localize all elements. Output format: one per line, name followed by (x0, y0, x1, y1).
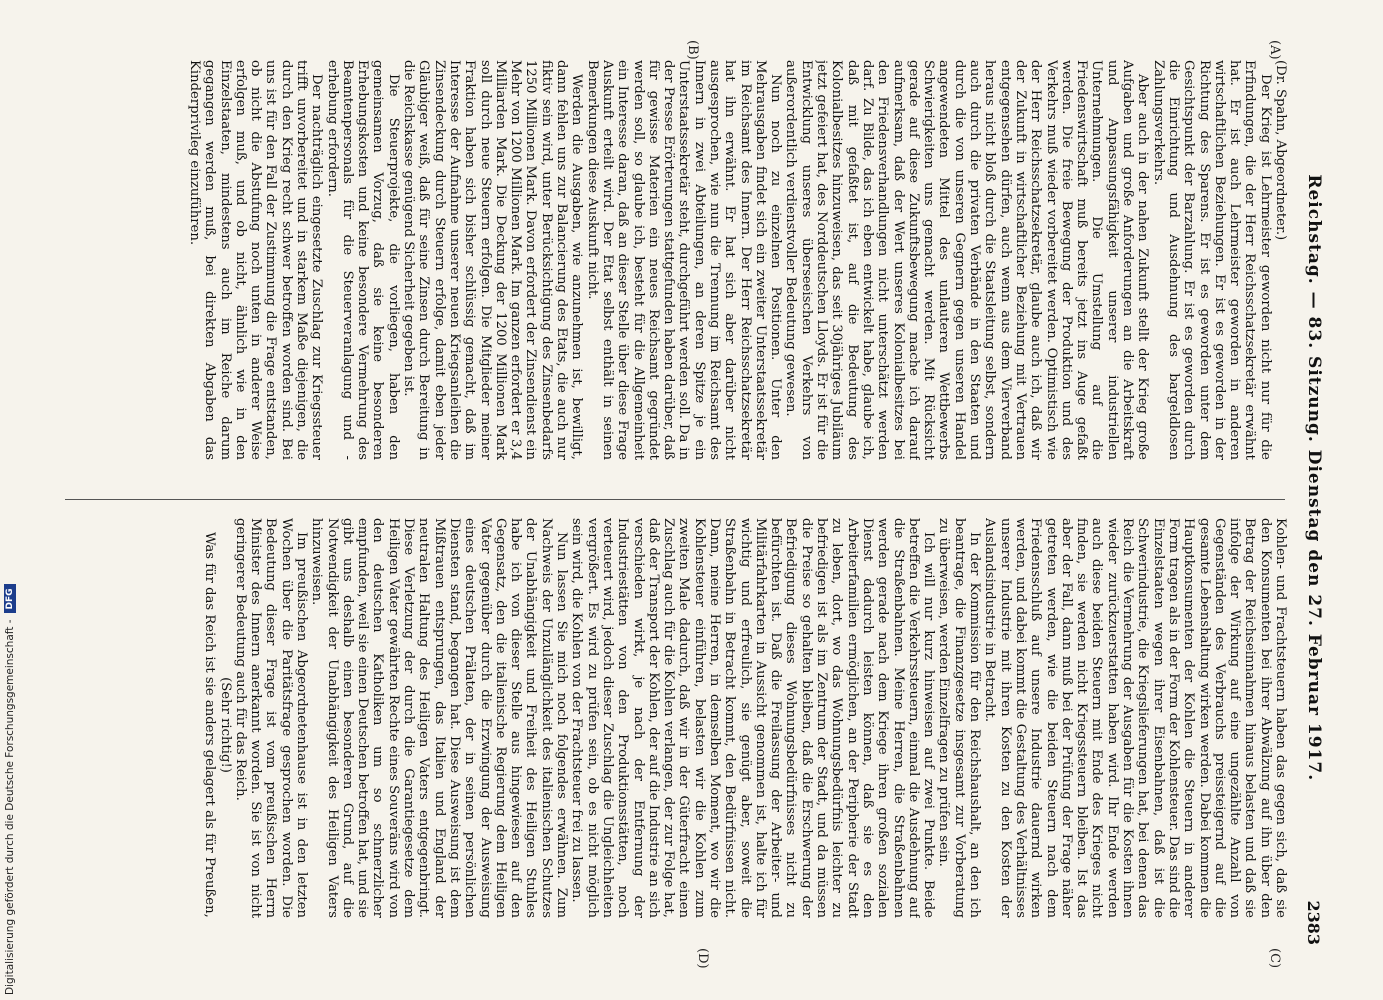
paragraph: Ich will nur kurz hinweisen auf zwei Punkte. Beide betreffen die Verkehrssteuern, einmal die Ausdehnung auf die Straßenbahnen. Meine Herren, die Straßenbahnen werden gerade nach dem Kriege ihren großen sozialen Dienst dadurch leisten können, daß sie es den Arbeiterfamilien ermöglichen, an der Peripherie der Stadt zu leben, dort, wo das Wohnungsbedürfnis leichter zu befriedigen ist als im Zentrum der Stadt, und da müssen die Preise so gehalten bleiben, daß die Erschwerung der Befriedigung dieses Wohnungsbedürfnisses nicht zu befürchten ist. Daß die Freilassung der Arbeiter- und Militärfahrkarten in Aussicht genommen ist, halte ich für wichtig und erfreulich, sie genügt aber, soweit die Straßenbahn in Betracht kommt, den Bedürfnissen nicht. Dann, meine Herren, in demselben Moment, wo wir die Kohlensteuer einführen, belasten wir die Kohlen zum zweiten Male dadurch, daß wir in der Güterfracht einen Zuschlag auch für die Kohlen verlangen, der zur Folge hat, daß der Transport der Kohlen, der auf die Industrie an sich verschieden wirkt, je nach der Entfernung der Industriestätten von den Produktionsstätten, noch verteuert wird, jedoch dieser Zuschlag die Ungleichheiten vergrößert. Es wird zu prüfen sein, ob es nicht möglich sein wird, die Kohlen von der Frachtsteuer frei zu lassen. (569, 518, 937, 918)
margin-marker-a: (A) (1267, 40, 1282, 60)
dfg-logo: DFG (4, 584, 16, 613)
paragraph: Werden die Ausgaben, wie anzunehmen ist, bewilligt, dann fehlen uns zur Balancierung des Etats, die auch nur fiktiv sein wird, unter Berücksichtigung des Zinsenbedarfs 1250 Millionen Mark. Davon erfordert der Zinsendienst ein Mehr von 1200 Millionen Mark. Im ganzen erfordert er 3,4 Milliarden Mark. Die Deckung der 1200 Millionen Mark soll durch neue Steuern erfolgen. Die Mitglieder meiner Fraktion haben sich bisher schlüssig gemacht, daß im Interesse der Aufnahme unserer neuen Kriegsanleihen die Zinsendeckung durch Steuern erfolge, damit eben jeder Gläubiger weiß, daß für seine Zinsen durch Bereitung in die Reichskasse genügend Sicherheit gegeben ist. (401, 60, 585, 460)
speaker-note: (Dr. Spahn, Abgeordneter.) (1273, 60, 1288, 241)
paragraph: Kohlen- und Frachtsteuern haben das gegen sich, daß sie den Konsumenten bei ihrer Abwälzung auf ihn über den Betrag der Reichseinnahmen hinaus belasten und daß sie infolge der Wirkung auf eine ungezählte Anzahl von Gegenständen des Verbrauchs preissteigernd auf die gesamte Lebenshaltung wirken werden. Dabei kommen die Hauptkonsumenten der Kohlen die Steuern in anderer Form tragen als in der Form der Kohlensteuer. Das sind die Einzelstaaten wegen ihrer Eisenbahnen, daß ist die Schwerindustrie, die Kriegslieferungen hat, bei denen das Reich die Vermehrung der Ausgaben für die Kosten ihnen wieder zurückzuerstatten haben wird. Ihr Ende werden auch diese beiden Steuern mit Ende des Krieges nicht finden, sie werden nicht Kriegssteuern bleiben. Ist das aber der Fall, dann muß bei der Prüfung der Frage näher getreten werden, wie die beiden Steuern nach dem Friedensschluß auf unsere Industrie dauernd wirken werden, und dabei kommt die Gestaltung des Verhältnisses unserer Industrie mit ihren Kosten zu den Kosten der Auslandsindustrie in Betracht. (982, 518, 1288, 918)
page-header (1296, 55, 1332, 945)
margin-marker-b: (B) (685, 40, 700, 60)
paragraph: Nun noch zu einzelnen Positionen. Unter den Mehrausgaben findet sich ein zweiter Unterstaatssekretär im Reichsamt des Innern. Der Herr Reichsschatzsekretär hat ihn erwähnt. Er hat sich aber darüber nicht ausgesprochen, wie nun die Trennung im Reichsamt des Innern in zwei Abteilungen, an deren Spitze je ein Unterstaatssekretär steht, durchgeführt werden soll. Da in der Presse Erörterungen stattgefunden haben darüber, daß für gewisse Materien ein neues Reichsamt gegründet werden soll, so glaube ich, besteht für die Allgemeinheit ein Interesse daran, daß an dieser Stelle über diese Frage Auskunft erteilt wird. Der Etat selbst enthält in seinen Bemerkungen diese Auskunft nicht. (584, 60, 784, 460)
margin-marker-c: (C) (1267, 948, 1282, 969)
paragraph: Im preußischen Abgeordnetenhause ist in den letzten Wochen über die Paritätsfrage gesprochen worden. Die Bedeutung dieser Frage ist vom preußischen Herrn Minister des Innern anerkannt worden. Sie ist von nicht geringerer Bedeutung auch für das Reich. (232, 518, 309, 918)
paragraph: Der nachträglich eingesetzte Zuschlag zur Kriegssteuer trifft unvorbereitet und in starkem Maße diejenigen, die durch den Krieg recht schwer betroffen worden sind. Bei uns ist für den Fall der Zustimmung die Frage entstanden, ob nicht die Abstufung noch unten in anderer Weise erfolgen muß, und ob nicht, ähnlich wie in den Einzelstaaten, mindestens auch im Reiche darum gegangen werden muß, bei direkten Abgaben das Kinderprivileg einzuführen. (186, 60, 325, 460)
page-number: 2383 (1304, 900, 1324, 945)
paragraph: Aber auch in der nahen Zukunft stellt der Krieg große Aufgaben und große Anforderungen an die Arbeitskraft und Anpassungsfähigkeit unserer industriellen Unternehmungen. Die Umstellung auf die Friedenswirtschaft muß bereits jetzt ins Auge gefaßt werden. Die freie Bewegung der Produktion und des Verkehrs muß wieder vorbereitet werden. Optimistisch wie der Herr Reichsschatzsekretär, glaube auch ich, daß wir der Zukunft in wirtschaftlicher Beziehung mit Vertrauen entgegensehen dürfen, auch wenn aus dem Vierverband heraus nicht bloß durch die Staatsleitung selbst, sondern auch durch die privaten Verbände in den Staaten und durch die von unseren Gegnern gegen unseren Handel angewendeten Mittel des unlauteren Wettbewerbs Schwierigkeiten uns gemacht werden. Mit Rücksicht gerade auf diese Zukunftsbewegung mache ich darauf aufmerksam, daß der Wert unseres Kolonialbesitzes bei den Friedensverhandlungen nicht unterschätzt werden darf. Zu Bilde, das ich eben entwickelt habe, glaube ich, daß mit gefaßtet ist, auf die Bedeutung des Kolonialbesitzes hinzuweisen, das seit 30jähriges Jubiläum jetzt gefeiert hat, des Norddeutschen Lloyds. Er ist für die Entwicklung unseres überseeischen Verkehrs von außerordentlich verdienstvoller Bedeutung gewesen. (783, 60, 1151, 460)
paragraph: Der Krieg ist Lehrmeister geworden nicht nur für die Erfindungen, die der Herr Reichsschatzsekretär erwähnt hat. Er ist auch Lehrmeister geworden in anderen wirtschaftlichen Beziehungen. Er ist es geworden in der Richtung des Sparens. Er ist es geworden unter dem Gesichtspunkt der Barzahlung. Er ist es geworden durch die Einrichtung und Ausdehnung des bargeldlosen Zahlungsverkehrs. (1150, 60, 1273, 460)
margin-marker-d: (D) (695, 948, 710, 969)
column-divider (65, 499, 1285, 500)
paragraph: Was für das Reich ist sie anders gelagert als für Preußen, (202, 532, 218, 918)
paragraph: Die Steuerprojekte, die vorliegen, haben den gemeinsamen Vorzug, daß sie keine besonderen Erhebungskosten und keine besondere Vermehrung des Beamtenpersonals für die Steuerveranlagung und -erhebung erfordern. (324, 60, 401, 460)
credit-text: Digitalisierung gefördert durch die Deutsche Forschungsgemeinschaft - (4, 619, 16, 995)
digitization-credit (2, 588, 30, 995)
paragraph: In der Kommission für den Reichshaushalt, an den ich beantrage, die Finanzgesetze insgesamt zur Vorberatung zu überweisen, werden Einzelfragen zu prüfen sein. (936, 518, 983, 918)
interjection: (Sehr richtig!) (217, 677, 233, 773)
page-title: Reichstag. — 83. Sitzung. Dienstag den 27. Februar 1917. (1304, 174, 1324, 782)
right-column (58, 518, 1288, 918)
paragraph: Nun lassen Sie mich noch folgendes erwähnen. Zum Nachweis der Unzulänglichkeit des italienischen Schutzes der Unabhängigkeit und Freiheit des Heiligen Stuhles habe ich von dieser Stelle aus hingewiesen auf den Gegensatz, den die italienische Regierung dem Heiligen Vater gegenüber durch die Erzwingung der Ausweisung eines deutschen Prälaten, der in seinen persönlichen Diensten stand, begangen hat. Diese Ausweisung ist dem Mißtrauen entsprungen, das Italien und England der neutralen Haltung des Heiligen Vaters entgegenbringt. Diese Verletzung der durch die Garantiegesetze dem Heiligen Vater gewährten Rechte eines Souveräns wird von den deutschen Katholiken um so schmerzlicher empfunden, weil sie einen Deutschen betroffen hat, und sie gibt uns deshalb einen besonderen Grund, auf die Notwendigkeit der Unabhängigkeit des Heiligen Vaters hinzuweisen. (309, 518, 570, 918)
left-column (58, 60, 1288, 460)
